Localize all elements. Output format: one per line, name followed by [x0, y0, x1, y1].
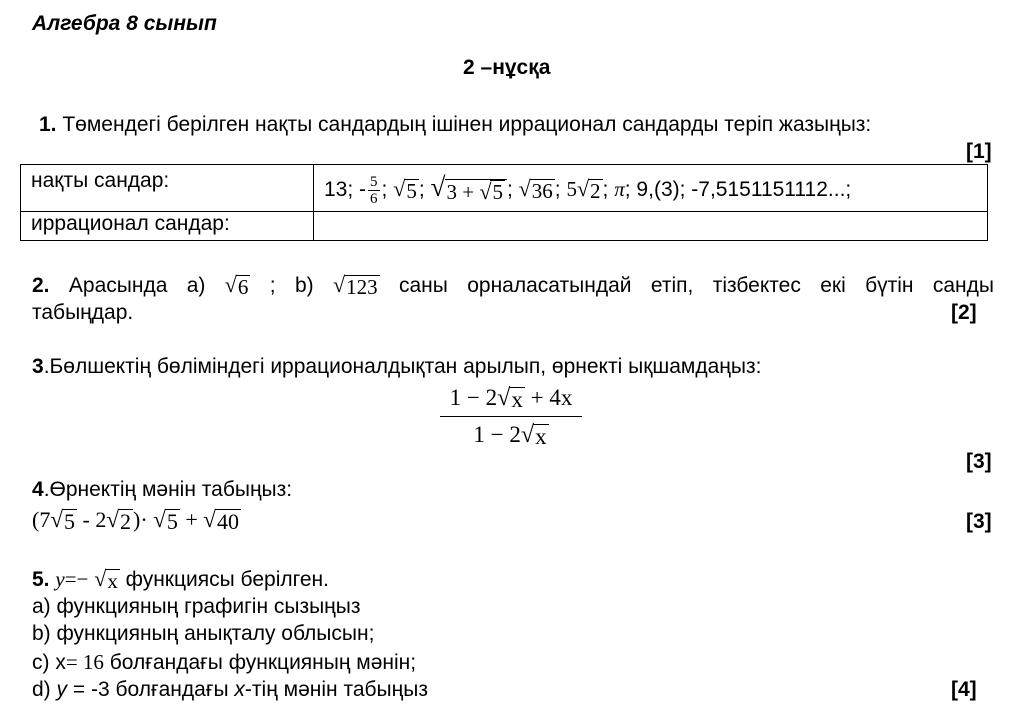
q2-text-b: ; b) — [250, 274, 334, 297]
sqrt-5: √ 5 — [393, 176, 417, 203]
q3-fraction — [440, 384, 582, 449]
q4-text: .Өрнектің мәнін табыңыз: — [43, 478, 293, 501]
q4-number: 4 — [32, 478, 44, 501]
q3-denominator: 1 − 2 √ x — [473, 421, 547, 449]
num-13: 13; - — [324, 178, 367, 201]
q2-number: 2. — [32, 274, 50, 297]
sqrt-36: √ 36 — [518, 176, 553, 203]
q3-number: 3 — [32, 355, 44, 378]
q5-y: y — [55, 567, 65, 591]
q5-part-d: d) y = -3 болғандағы x-тің мәнін табыңыз — [32, 678, 428, 701]
q4-expression: (7 √ 5 - 2 √ 2 )· √ 5 + √ 40 — [32, 506, 239, 534]
question-1 — [39, 113, 871, 137]
row1-label: нақты сандар: — [21, 165, 314, 212]
q5-score: [4] — [951, 678, 977, 701]
fraction-numerator: 5 — [370, 173, 378, 190]
irrational-answer-cell[interactable] — [314, 212, 988, 241]
variant-label: 2 –нұсқа — [463, 56, 551, 79]
separator: ; — [381, 178, 388, 201]
q1-score: [1] — [966, 140, 992, 163]
q5-part-a: a) функцияның графигін сызыңыз — [32, 595, 361, 618]
q5-number: 5. — [32, 568, 50, 591]
separator: ; — [418, 178, 425, 201]
table-row — [21, 212, 988, 241]
fraction-denominator: 6 — [370, 190, 378, 207]
coef-5: 5 — [566, 177, 577, 201]
numbers-tail: ; 9,(3); -7,5151151112...; — [624, 178, 852, 201]
q5-part-b: b) функцияның анықталу облысын; — [32, 622, 375, 645]
question-4 — [32, 478, 292, 502]
sqrt-3-plus-sqrt-5: √ 3 + √ 5 — [431, 172, 507, 203]
numbers-table — [20, 164, 988, 241]
q5-part-c: c) x= 16 болғандағы функцияның мәнін; — [32, 650, 417, 674]
q3-score: [3] — [966, 450, 992, 473]
row2-label: иррационал сандар: — [21, 212, 314, 241]
q2-text-d: табыңдар. — [32, 301, 134, 324]
fraction-5-6 — [368, 174, 380, 207]
table-row — [21, 165, 988, 212]
q2-text-c: саны орналасатындай етіп, тізбектес екі бүтін санды — [379, 274, 994, 297]
q5-text: функциясы берілген. — [119, 568, 329, 591]
q3-numerator: 1 − 2 √ x + 4x — [440, 384, 582, 417]
pi-symbol: π — [614, 177, 625, 201]
question-2 — [32, 272, 994, 298]
q1-text: Төмендегі берілген нақты сандардың ішінен иррационал сандарды теріп жазыңыз: — [62, 113, 872, 136]
separator: ; — [602, 178, 609, 201]
sqrt-2: √ 2 — [576, 176, 601, 203]
separator: ; — [554, 178, 561, 201]
real-numbers-cell — [314, 165, 988, 212]
q2-score: [2] — [951, 301, 977, 324]
q2-text-a: Арасында a) — [49, 274, 225, 297]
q1-number: 1. — [39, 113, 57, 136]
q4-score: [3] — [966, 510, 992, 533]
doc-title: Алгебра 8 сынып — [32, 12, 217, 35]
q3-text: .Бөлшектің бөліміндегі иррационалдықтан арылып, өрнекті ықшамдаңыз: — [43, 355, 762, 378]
sqrt-x: √ x — [94, 566, 118, 593]
sqrt-123: √ 123 — [333, 272, 378, 299]
question-5: 5. y=− √ x функциясы берілген. — [32, 566, 329, 593]
separator: ; — [506, 178, 513, 201]
sqrt-6: √ 6 — [224, 272, 249, 299]
question-3 — [32, 355, 761, 379]
